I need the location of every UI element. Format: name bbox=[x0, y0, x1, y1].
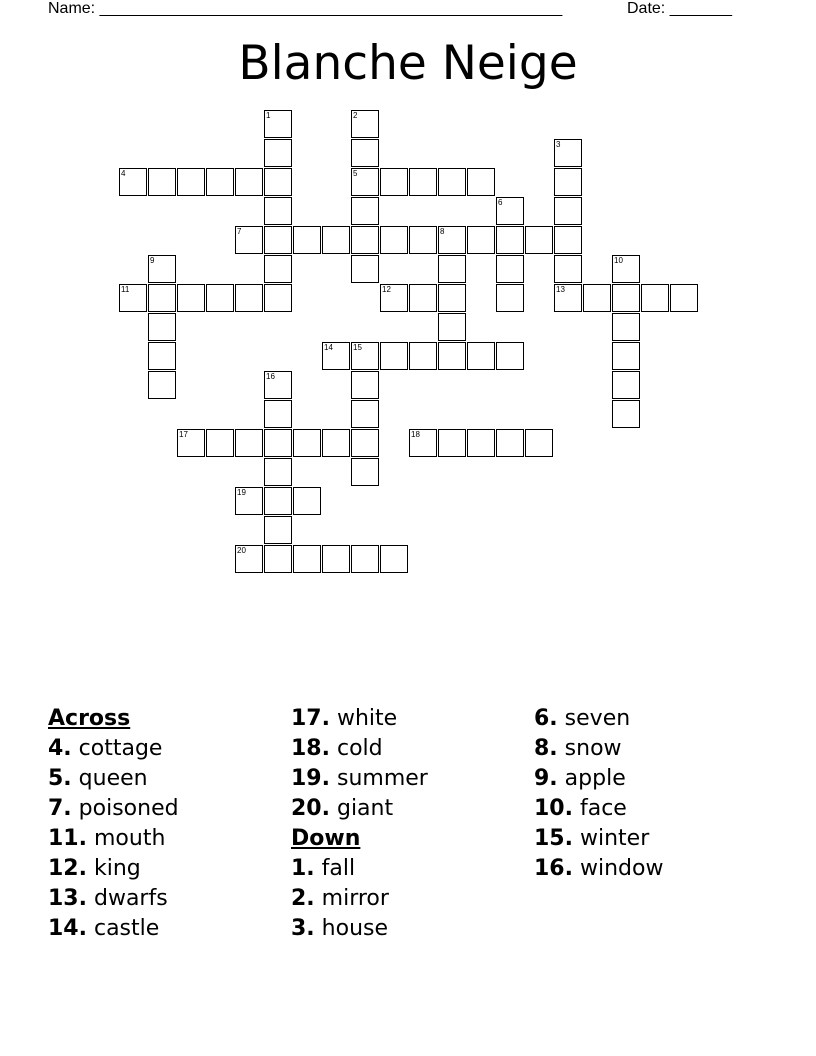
crossword-cell[interactable] bbox=[148, 255, 176, 283]
clue-item-number: 10. bbox=[534, 796, 573, 821]
clue-item-number: 13. bbox=[48, 886, 87, 911]
clue-item bbox=[534, 824, 663, 854]
crossword-cell[interactable] bbox=[554, 168, 582, 196]
clue-number: 6 bbox=[498, 198, 503, 207]
crossword-cell[interactable] bbox=[177, 429, 205, 457]
crossword-cell[interactable] bbox=[322, 342, 350, 370]
clue-item bbox=[48, 764, 179, 794]
clue-number: 15 bbox=[353, 343, 362, 352]
crossword-cell[interactable] bbox=[351, 545, 379, 573]
crossword-cell[interactable] bbox=[351, 400, 379, 428]
clue-column-1 bbox=[48, 704, 179, 944]
crossword-cell[interactable] bbox=[351, 255, 379, 283]
clue-item bbox=[48, 914, 179, 944]
crossword-cell[interactable] bbox=[177, 284, 205, 312]
crossword-cell[interactable] bbox=[438, 429, 466, 457]
clue-number: 13 bbox=[556, 285, 565, 294]
crossword-cell[interactable] bbox=[496, 342, 524, 370]
clue-item bbox=[534, 704, 663, 734]
clue-item-number: 15. bbox=[534, 826, 573, 851]
clue-number: 5 bbox=[353, 169, 358, 178]
crossword-cell[interactable] bbox=[148, 313, 176, 341]
clue-item bbox=[534, 764, 663, 794]
crossword-cell[interactable] bbox=[583, 284, 611, 312]
crossword-cell[interactable] bbox=[235, 226, 263, 254]
clue-item-number: 3. bbox=[291, 916, 315, 941]
clue-item-number: 19. bbox=[291, 766, 330, 791]
crossword-cell[interactable] bbox=[554, 255, 582, 283]
clue-number: 14 bbox=[324, 343, 333, 352]
crossword-cell[interactable] bbox=[264, 516, 292, 544]
crossword-cell[interactable] bbox=[496, 255, 524, 283]
crossword-cell[interactable] bbox=[438, 313, 466, 341]
crossword-cell[interactable] bbox=[148, 284, 176, 312]
clue-item-text: seven bbox=[564, 706, 631, 731]
crossword-cell[interactable] bbox=[235, 429, 263, 457]
clue-number: 8 bbox=[440, 227, 445, 236]
crossword-cell[interactable] bbox=[264, 197, 292, 225]
crossword-cell[interactable] bbox=[293, 429, 321, 457]
crossword-cell[interactable] bbox=[496, 197, 524, 225]
crossword-cell[interactable] bbox=[264, 139, 292, 167]
clue-number: 10 bbox=[614, 256, 623, 265]
crossword-cell[interactable] bbox=[351, 168, 379, 196]
date-field-label[interactable]: Date: _______ bbox=[627, 0, 732, 17]
crossword-cell[interactable] bbox=[438, 342, 466, 370]
clue-number: 18 bbox=[411, 430, 420, 439]
crossword-cell[interactable] bbox=[351, 226, 379, 254]
clue-item-number: 18. bbox=[291, 736, 330, 761]
crossword-cell[interactable] bbox=[438, 255, 466, 283]
clue-item-text: cold bbox=[336, 736, 383, 761]
clue-item-text: mirror bbox=[321, 886, 389, 911]
clue-item bbox=[291, 794, 428, 824]
crossword-cell[interactable] bbox=[351, 110, 379, 138]
crossword-cell[interactable] bbox=[525, 429, 553, 457]
crossword-cell[interactable] bbox=[235, 284, 263, 312]
clue-column-3 bbox=[534, 704, 663, 884]
crossword-cell[interactable] bbox=[264, 110, 292, 138]
clue-item bbox=[48, 734, 179, 764]
crossword-cell[interactable] bbox=[293, 545, 321, 573]
clue-item-text: mouth bbox=[93, 826, 166, 851]
crossword-cell[interactable] bbox=[148, 371, 176, 399]
clue-item bbox=[48, 854, 179, 884]
crossword-cell[interactable] bbox=[264, 487, 292, 515]
clue-item-number: 9. bbox=[534, 766, 558, 791]
crossword-cell[interactable] bbox=[380, 284, 408, 312]
clue-item bbox=[291, 914, 428, 944]
crossword-cell[interactable] bbox=[264, 226, 292, 254]
crossword-cell[interactable] bbox=[264, 458, 292, 486]
crossword-cell[interactable] bbox=[177, 168, 205, 196]
crossword-cell[interactable] bbox=[496, 226, 524, 254]
crossword-cell[interactable] bbox=[148, 168, 176, 196]
crossword-cell[interactable] bbox=[264, 545, 292, 573]
clue-item-text: house bbox=[321, 916, 389, 941]
crossword-cell[interactable] bbox=[351, 197, 379, 225]
clue-number: 2 bbox=[353, 111, 358, 120]
clue-item-text: face bbox=[579, 796, 627, 821]
clue-item bbox=[291, 854, 428, 884]
crossword-cell[interactable] bbox=[264, 371, 292, 399]
crossword-cell[interactable] bbox=[322, 429, 350, 457]
crossword-cell[interactable] bbox=[525, 226, 553, 254]
crossword-cell[interactable] bbox=[670, 284, 698, 312]
clue-item-text: window bbox=[579, 856, 664, 881]
clue-item-number: 12. bbox=[48, 856, 87, 881]
crossword-cell[interactable] bbox=[467, 168, 495, 196]
clue-item-number: 17. bbox=[291, 706, 330, 731]
clue-item-number: 20. bbox=[291, 796, 330, 821]
clue-item-text: white bbox=[336, 706, 398, 731]
crossword-cell[interactable] bbox=[206, 284, 234, 312]
crossword-cell[interactable] bbox=[438, 168, 466, 196]
crossword-cell[interactable] bbox=[322, 226, 350, 254]
clue-item bbox=[48, 794, 179, 824]
clue-item bbox=[534, 854, 663, 884]
clue-item bbox=[291, 884, 428, 914]
crossword-cell[interactable] bbox=[380, 226, 408, 254]
crossword-cell[interactable] bbox=[322, 545, 350, 573]
page-title: Blanche Neige bbox=[238, 36, 578, 91]
crossword-cell[interactable] bbox=[612, 313, 640, 341]
crossword-cell[interactable] bbox=[438, 226, 466, 254]
name-field-label[interactable]: Name: ____________________________________________________ bbox=[48, 0, 563, 17]
crossword-cell[interactable] bbox=[641, 284, 669, 312]
clue-section-heading: Down bbox=[291, 826, 361, 851]
crossword-cell[interactable] bbox=[119, 168, 147, 196]
crossword-cell[interactable] bbox=[612, 371, 640, 399]
crossword-cell[interactable] bbox=[409, 168, 437, 196]
crossword-cell[interactable] bbox=[554, 139, 582, 167]
clue-item-number: 4. bbox=[48, 736, 72, 761]
clue-item-number: 6. bbox=[534, 706, 558, 731]
clue-item bbox=[534, 794, 663, 824]
clue-number: 1 bbox=[266, 111, 271, 120]
clue-item bbox=[291, 734, 428, 764]
crossword-cell[interactable] bbox=[438, 284, 466, 312]
clue-item-text: castle bbox=[93, 916, 160, 941]
crossword-cell[interactable] bbox=[380, 342, 408, 370]
crossword-cell[interactable] bbox=[351, 429, 379, 457]
clue-item-number: 1. bbox=[291, 856, 315, 881]
crossword-cell[interactable] bbox=[206, 168, 234, 196]
clue-item-text: giant bbox=[336, 796, 394, 821]
crossword-cell[interactable] bbox=[380, 168, 408, 196]
clue-column-2 bbox=[291, 704, 428, 944]
clue-item bbox=[48, 884, 179, 914]
clue-item-number: 2. bbox=[291, 886, 315, 911]
clue-item-text: poisoned bbox=[78, 796, 179, 821]
clue-number: 4 bbox=[121, 169, 126, 178]
crossword-cell[interactable] bbox=[235, 545, 263, 573]
crossword-cell[interactable] bbox=[612, 400, 640, 428]
clue-section-heading: Across bbox=[48, 706, 131, 731]
clue-item-number: 16. bbox=[534, 856, 573, 881]
crossword-cell[interactable] bbox=[264, 255, 292, 283]
crossword-cell[interactable] bbox=[119, 284, 147, 312]
crossword-cell[interactable] bbox=[409, 284, 437, 312]
clue-number: 9 bbox=[150, 256, 155, 265]
crossword-cell[interactable] bbox=[496, 429, 524, 457]
clue-item-text: king bbox=[93, 856, 141, 881]
clue-item-number: 11. bbox=[48, 826, 87, 851]
crossword-cell[interactable] bbox=[235, 487, 263, 515]
crossword-cell[interactable] bbox=[206, 429, 234, 457]
clue-item-text: winter bbox=[579, 826, 650, 851]
crossword-cell[interactable] bbox=[351, 458, 379, 486]
crossword-cell[interactable] bbox=[409, 342, 437, 370]
clue-number: 12 bbox=[382, 285, 391, 294]
crossword-cell[interactable] bbox=[409, 429, 437, 457]
crossword-cell[interactable] bbox=[380, 545, 408, 573]
crossword-cell[interactable] bbox=[496, 284, 524, 312]
clue-item-number: 14. bbox=[48, 916, 87, 941]
crossword-cell[interactable] bbox=[554, 197, 582, 225]
clue-item-number: 5. bbox=[48, 766, 72, 791]
crossword-cell[interactable] bbox=[293, 487, 321, 515]
crossword-cell[interactable] bbox=[467, 429, 495, 457]
crossword-cell[interactable] bbox=[554, 284, 582, 312]
clue-number: 16 bbox=[266, 372, 275, 381]
clue-item bbox=[534, 734, 663, 764]
crossword-cell[interactable] bbox=[293, 226, 321, 254]
crossword-cell[interactable] bbox=[351, 139, 379, 167]
clue-number: 20 bbox=[237, 546, 246, 555]
clue-number: 19 bbox=[237, 488, 246, 497]
crossword-cell[interactable] bbox=[264, 429, 292, 457]
crossword-cell[interactable] bbox=[264, 284, 292, 312]
crossword-cell[interactable] bbox=[612, 342, 640, 370]
crossword-cell[interactable] bbox=[467, 226, 495, 254]
clue-item-number: 8. bbox=[534, 736, 558, 761]
clue-number: 3 bbox=[556, 140, 561, 149]
clue-item bbox=[291, 704, 428, 734]
clue-item-text: cottage bbox=[78, 736, 163, 761]
clue-item bbox=[291, 764, 428, 794]
clue-item-text: snow bbox=[564, 736, 622, 761]
crossword-cell[interactable] bbox=[264, 400, 292, 428]
clue-item-number: 7. bbox=[48, 796, 72, 821]
clue-item-text: apple bbox=[564, 766, 626, 791]
crossword-cell[interactable] bbox=[351, 371, 379, 399]
crossword-cell[interactable] bbox=[612, 284, 640, 312]
clue-item-text: summer bbox=[336, 766, 428, 791]
clue-item-text: fall bbox=[321, 856, 356, 881]
clue-item-text: queen bbox=[78, 766, 148, 791]
crossword-cell[interactable] bbox=[264, 168, 292, 196]
crossword-cell[interactable] bbox=[554, 226, 582, 254]
crossword-cell[interactable] bbox=[148, 342, 176, 370]
crossword-cell[interactable] bbox=[409, 226, 437, 254]
crossword-cell[interactable] bbox=[467, 342, 495, 370]
crossword-cell[interactable] bbox=[612, 255, 640, 283]
clue-number: 7 bbox=[237, 227, 242, 236]
clue-item bbox=[48, 824, 179, 854]
clue-number: 11 bbox=[121, 285, 130, 294]
clue-item-text: dwarfs bbox=[93, 886, 168, 911]
crossword-cell[interactable] bbox=[351, 342, 379, 370]
clue-number: 17 bbox=[179, 430, 188, 439]
crossword-cell[interactable] bbox=[235, 168, 263, 196]
